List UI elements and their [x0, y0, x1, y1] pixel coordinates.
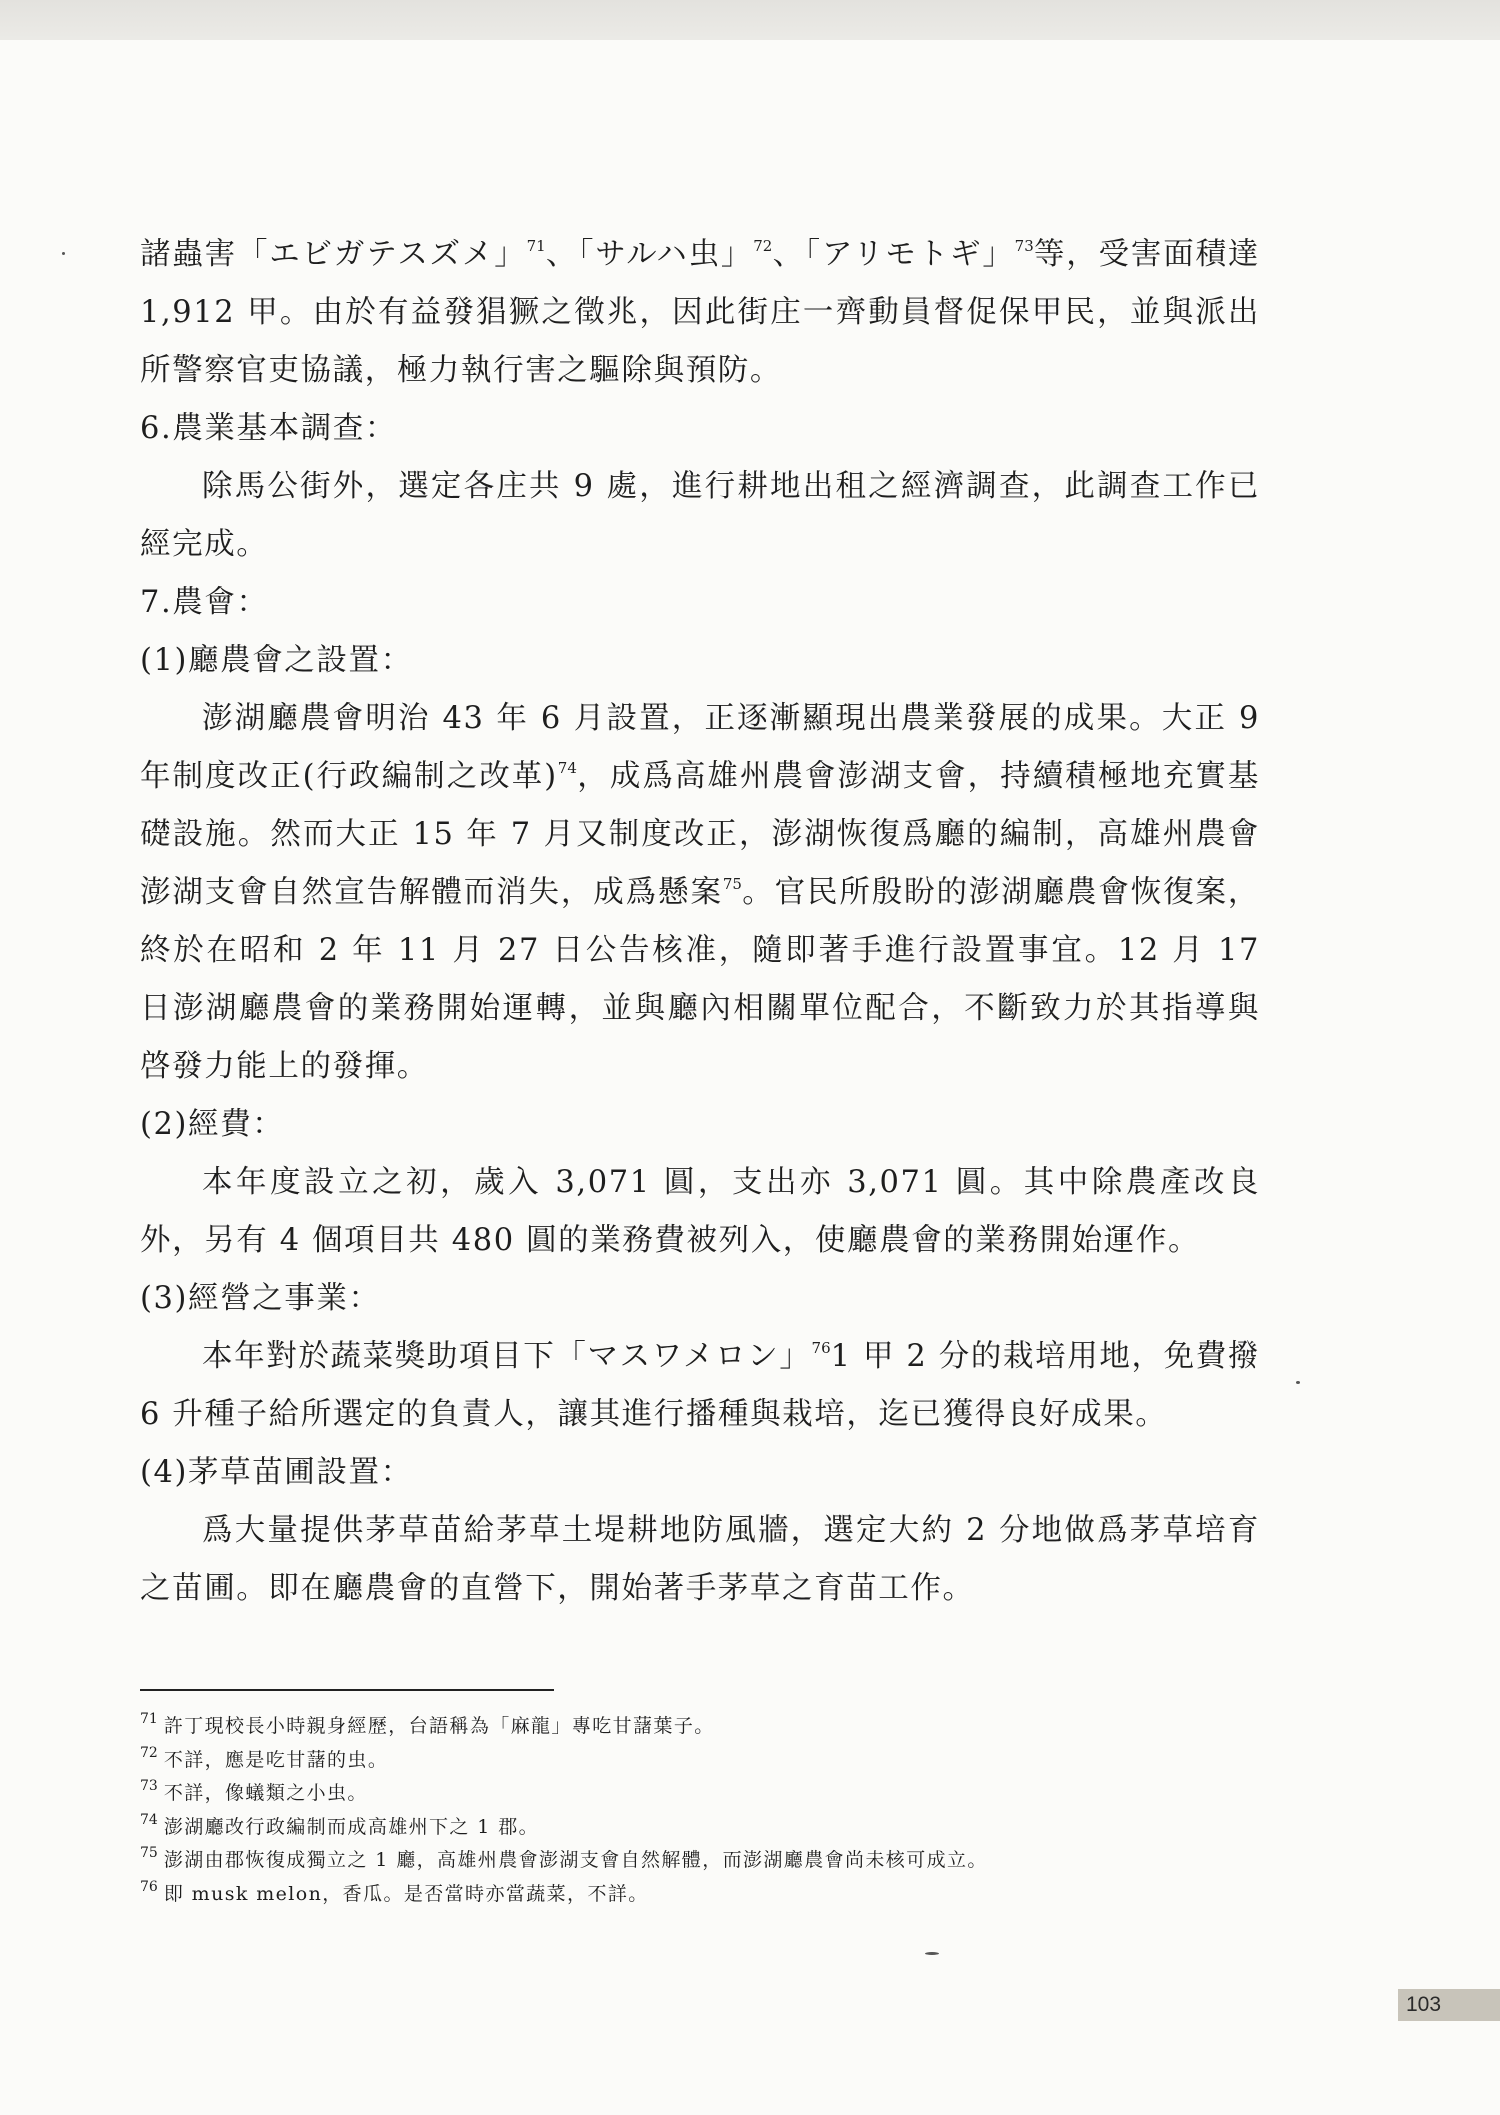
footnotes: [140, 1710, 1260, 1911]
paragraph: [140, 632, 1260, 690]
footnote-text: 不詳，應是吃甘藷的虫。: [163, 1748, 389, 1771]
footnote-text: 許丁現校長小時親身經歷，台語稱為「麻龍」專吃甘藷葉子。: [163, 1715, 715, 1737]
paragraph-text: 、「アリモトギ」: [772, 237, 1015, 272]
footnote-separator: [140, 1689, 554, 1691]
paragraph: [140, 574, 1260, 632]
paragraph-text: 諸蟲害「エビガテスズメ」: [140, 237, 527, 272]
footnote-item: [140, 1811, 1260, 1845]
paragraph-text: 6.農業基本調查：: [140, 411, 397, 446]
footnote-ref: 75: [722, 875, 742, 893]
footnote-number: 75: [140, 1845, 158, 1861]
paragraph-text: 、「サルハ虫」: [545, 237, 754, 272]
scan-speck: [62, 252, 65, 255]
footnote-number: 73: [140, 1778, 158, 1794]
paragraph: [140, 1444, 1260, 1502]
paragraph-text: 等，受害面積達 1,912 甲。由於有益發猖獗之徵兆，因此街庄一齊動員督促保甲民，並與派出所警察官吏協議，極力執行害之驅除與預防。: [140, 237, 1260, 388]
paragraph-text: 。官民所殷盼的澎湖廳農會恢復案，終於在昭和 2 年 11 月 27 日公告核准，隨即著手進行設置事宜。12 月 17 日澎湖廳農會的業務開始運轉，並與廳內相關單位配合，不斷致力於其指導與啓發力能上的發揮。: [140, 875, 1260, 1084]
paragraph-text: 爲大量提供茅草苗給茅草土堤耕地防風牆，選定大約 2 分地做爲茅草培育之苗圃。即在廳農會的直營下，開始著手茅草之育苗工作。: [140, 1513, 1260, 1606]
paragraph: [140, 400, 1260, 458]
paragraph: [140, 1096, 1260, 1154]
footnote-ref: 73: [1014, 237, 1034, 255]
footnote-text: 即 musk melon，香瓜。是否當時亦當蔬菜，不詳。: [163, 1882, 649, 1905]
footnote-item: [140, 1878, 1260, 1912]
paragraph-text: ，成爲高雄州農會澎湖支會，持續積極地充實基礎設施。然而大正 15 年 7 月又制度改正，澎湖恢復爲廳的編制，高雄州農會澎湖支會自然宣告解體而消失，成爲懸案: [140, 759, 1260, 910]
scan-top-shadow: [0, 0, 1500, 44]
footnote-item: [140, 1844, 1260, 1878]
footnote-number: 76: [140, 1878, 158, 1895]
footnote-item: [140, 1710, 1260, 1744]
footnote-text: 澎湖由郡恢復成獨立之 1 廳，高雄州農會澎湖支會自然解體，而澎湖廳農會尚未核可成立。: [163, 1849, 988, 1871]
paragraph: [140, 1270, 1260, 1328]
footnote-number: 74: [140, 1811, 158, 1828]
footnote-item: [140, 1744, 1260, 1778]
paragraph-text: 本年度設立之初，歲入 3,071 圓，支出亦 3,071 圓。其中除農產改良外，另有 4 個項目共 480 圓的業務費被列入，使廳農會的業務開始運作。: [140, 1165, 1260, 1258]
paragraph-text: 澎湖廳農會明治 43 年 6 月設置，正逐漸顯現出農業發展的成果。大正 9 年制度改正(行政編制之改革): [140, 701, 1260, 794]
footnote-text: 不詳，像蟻類之小虫。: [163, 1782, 368, 1804]
paragraph-text: (3)經營之事業：: [140, 1281, 381, 1316]
paragraph-text: (2)經費：: [140, 1107, 285, 1142]
page-number: 103: [1398, 1989, 1500, 2021]
paragraph: [140, 690, 1260, 1096]
footnote-ref: 72: [753, 237, 773, 255]
footnote-number: 71: [140, 1711, 158, 1727]
footnote-number: 72: [140, 1744, 158, 1761]
paragraph-text: 7.農會：: [140, 585, 269, 620]
footnote-ref: 74: [557, 759, 577, 777]
paragraph-text: (1)廳農會之設置：: [140, 643, 413, 678]
paragraph: [140, 458, 1260, 574]
paragraph: [140, 1328, 1260, 1444]
footnote-ref: 71: [526, 237, 546, 255]
paragraph: [140, 226, 1260, 400]
paragraph-text: (4)茅草苗圃設置：: [140, 1455, 413, 1490]
paragraph: [140, 1502, 1260, 1618]
paragraph-text: 本年對於蔬菜獎助項目下「マスワメロン」: [202, 1339, 812, 1374]
paragraph: [140, 1154, 1260, 1270]
scan-speck: [1296, 1381, 1300, 1384]
scan-speck: [925, 1952, 939, 1955]
footnote-item: [140, 1777, 1260, 1811]
paragraph-text: 1 甲 2 分的栽培用地，免費撥 6 升種子給所選定的負責人，讓其進行播種與栽培，迄已獲得良好成果。: [140, 1339, 1260, 1432]
body-text: [140, 226, 1260, 1618]
footnote-text: 澎湖廳改行政編制而成高雄州下之 1 郡。: [163, 1815, 539, 1838]
footnote-ref: 76: [811, 1339, 831, 1357]
paragraph-text: 除馬公街外，選定各庄共 9 處，進行耕地出租之經濟調查，此調查工作已經完成。: [140, 469, 1260, 562]
